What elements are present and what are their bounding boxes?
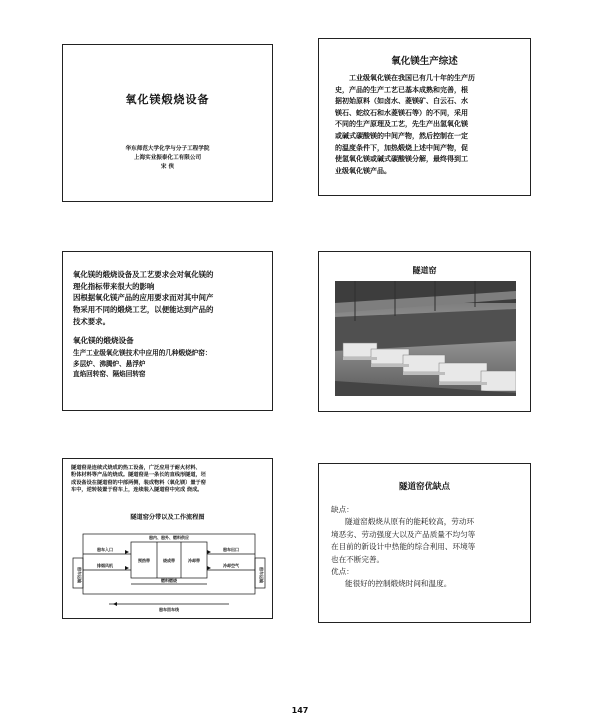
diagram-label-left: 窑车运输 <box>77 567 82 583</box>
list-item: 生产工业级氧化镁技术中应用的几种煅烧炉窑： <box>73 349 212 357</box>
slide2-title: 氧化镁生产综述 <box>391 56 458 67</box>
text-line: 隧道窑煅烧从原有的能耗较高，劳动环 <box>345 517 475 527</box>
text-line: 的温度条件下，加热煅烧上述中间产物，促 <box>335 143 468 152</box>
text-line: 使氢氧化镁或碱式碳酸镁分解，最终得到工 <box>335 155 468 164</box>
diagram-label-preheat: 预热带 <box>138 558 150 563</box>
disadvantage-label: 缺点： <box>331 505 354 514</box>
text-line: 境恶劣、劳动强度大以及产品质量不均匀等 <box>331 529 476 539</box>
diagram-label-top: 窑内、窑外、燃料供应 <box>149 535 189 540</box>
diagram-label-fuel: 燃料燃烧 <box>161 578 177 583</box>
diagram-label-right: 窑车运输 <box>259 567 264 583</box>
slide-pros-cons <box>318 463 531 623</box>
slide3-paragraph <box>73 269 264 328</box>
diagram-label-return: 窑车回车线 <box>159 607 179 612</box>
text-line: 镁石、蛇纹石和水菱镁石等）的不同，采用 <box>335 108 468 117</box>
tunnel-kiln-photo <box>335 281 516 396</box>
text-line: 成设备设在隧道窑的中部两侧，装成物料（氧化镁）置于窑 <box>71 479 206 486</box>
slide5-intro <box>71 465 266 495</box>
diagram-label-out: 窑车出口 <box>223 547 239 552</box>
text-line: 理化指标带来很大的影响 <box>73 281 155 291</box>
page-number: 147 <box>291 706 309 715</box>
text-line: 在目前的新设计中热能的综合利用、环境等 <box>331 542 476 552</box>
text-line: 业级氧化镁产品。 <box>335 166 391 175</box>
text-line: 车中，逆转装置于窑车上，连续装入隧道窑中完成 烧成。 <box>71 487 203 494</box>
kiln-flow-diagram <box>69 520 269 615</box>
slide6-title: 隧道窑优缺点 <box>398 482 450 492</box>
diagram-label-air: 冷却空气 <box>223 563 239 568</box>
diagram-label-fire: 烧成带 <box>163 558 175 563</box>
diagram-label-cool: 冷却带 <box>188 558 200 563</box>
text-line: 不同的生产原理及工艺，先生产出氢氧化镁 <box>335 120 468 129</box>
text-line: 氧化镁的煅烧设备及工艺要求会对氧化镁的 <box>73 270 214 279</box>
slide-overview <box>318 38 531 196</box>
slide-equipment <box>62 251 273 411</box>
advantage-label: 优点： <box>331 567 354 577</box>
list-item: 直焰回转窑、隔焰回转窑 <box>73 370 146 379</box>
slide1-title: 氧化镁煅烧设备 <box>125 93 210 106</box>
text-line: 能很好的控制煅烧时间和温度。 <box>345 579 452 589</box>
diagram-label-in: 窑车入口 <box>97 547 113 552</box>
text-line: 工业级氧化镁在我国已有几十年的生产历 <box>349 74 475 82</box>
slide-tunnel-kiln-diagram <box>62 458 273 619</box>
slide1-affiliation: 华东师范大学化学与分子工程学院 <box>125 146 210 152</box>
slide-title <box>62 44 273 202</box>
diagram-title: 隧道窑分带以及工作流程图 <box>130 514 205 521</box>
text-line: 粉体材料等产品的烧成。隧道窑是一条长的直线形隧道，坯 <box>71 472 206 479</box>
slide2-paragraph <box>335 73 518 177</box>
text-line: 也在不断完善。 <box>331 554 385 564</box>
text-line: 史，产品的生产工艺已基本成熟和完善，根 <box>335 85 468 94</box>
text-line: 据初始原料（如卤水、菱镁矿、白云石、水 <box>335 97 468 106</box>
diagram-label-smoke: 排烟风机 <box>97 563 113 568</box>
text-line: 因根据氧化镁产品的应用要求而对其中间产 <box>73 293 214 303</box>
slide4-title: 隧道窑 <box>412 266 437 275</box>
text-line: 或碱式碳酸镁的中间产物，然后控制在一定 <box>335 131 468 140</box>
text-line: 物采用不同的煅烧工艺，以便能达到产品的 <box>73 305 214 315</box>
list-item: 多层炉、沸腾炉、悬浮炉 <box>73 359 146 368</box>
text-line: 技术要求。 <box>73 316 110 326</box>
slide1-credits <box>63 145 272 172</box>
slide1-author: 宋 侠 <box>160 164 175 170</box>
slide3-list <box>73 348 211 380</box>
slide-tunnel-kiln-photo <box>318 251 531 412</box>
slide1-company: 上海实业振泰化工有限公司 <box>133 155 202 161</box>
slide3-subtitle: 氧化镁的煅烧设备 <box>73 336 134 345</box>
slide6-body <box>331 504 522 591</box>
text-line: 隧道窑是连续式烧成的热工设备，广泛应用于耐火材料、 <box>71 465 201 471</box>
